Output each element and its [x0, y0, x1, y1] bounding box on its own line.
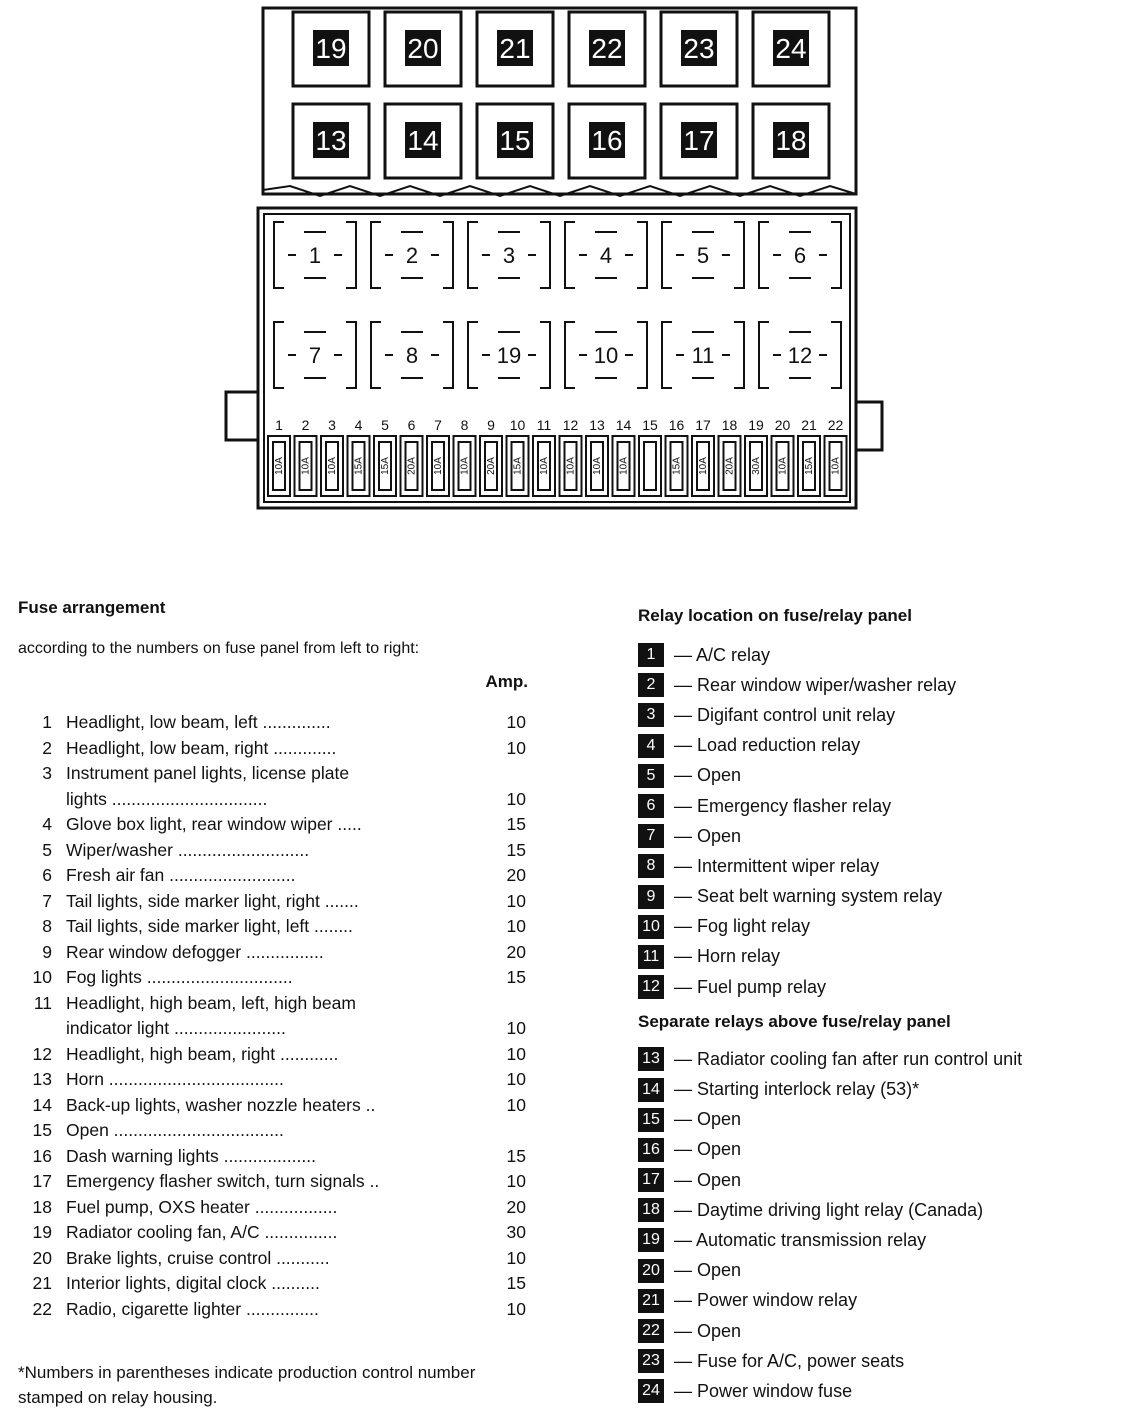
fuse-list-row [18, 1220, 538, 1246]
fuse-rating: 10A [300, 457, 312, 475]
fuse-list-amperage: 20 [506, 865, 526, 885]
fuse-list-number: 12 [32, 1043, 52, 1064]
fuse-number-2: 2 [301, 417, 310, 433]
fuse-rating: 10A [327, 457, 338, 475]
fuse-list-row [18, 761, 538, 812]
fuse-number-11: 11 [536, 417, 552, 433]
relay-slot-label: 17 [683, 125, 715, 156]
relay-list-item [638, 1044, 1118, 1074]
relay-description: — Open [674, 1320, 742, 1341]
fuse-list-amperage: 15 [506, 839, 526, 860]
fuse-list-number: 10 [32, 967, 52, 987]
relay-number-badge: 5 [638, 764, 664, 788]
fuse-list-description: Radio, cigarette lighter ............... [66, 1298, 319, 1319]
fuse-list-row [18, 1118, 538, 1144]
fuse-list-row [18, 1195, 538, 1221]
relay-description: — Power window fuse [674, 1380, 853, 1401]
fuse-number-5: 5 [381, 417, 389, 433]
relay-list-item [638, 1195, 1118, 1225]
fuse-list-description: Horn .................................... [66, 1069, 284, 1089]
relay-list-item [638, 640, 1118, 670]
fuse-rating: 15A [353, 457, 365, 475]
relay-socket-3: 3 [502, 243, 516, 268]
relay-number-badge: 17 [638, 1168, 664, 1192]
relay-description: — Seat belt warning system relay [674, 886, 943, 907]
fuse-list-number: 20 [32, 1247, 52, 1268]
relay-socket-7: 7 [308, 343, 322, 368]
fuse-number-9: 9 [487, 417, 495, 433]
fuse-rating: 15A [380, 457, 391, 475]
relay-list-item [638, 1225, 1118, 1255]
fuse-number-20: 20 [774, 417, 791, 433]
relay-description: — A/C relay [674, 644, 771, 665]
fuse-row [268, 417, 847, 496]
relay-number-badge: 24 [638, 1379, 664, 1403]
relay-list-item [638, 1105, 1118, 1135]
relay-list-item [638, 791, 1118, 821]
fuse-list-row [18, 1169, 538, 1195]
fuse-list-amperage: 10 [506, 1069, 526, 1089]
fuse-list-number: 8 [42, 916, 52, 936]
relay-list-item [638, 912, 1118, 942]
fuse-rating: 30A [751, 457, 762, 475]
relay-list-item [638, 761, 1118, 791]
relay-description: — Fog light relay [674, 916, 811, 937]
fuse-list-description: Tail lights, side marker light, right ....... [66, 890, 359, 911]
fuse-list-number: 17 [32, 1171, 52, 1191]
fuse-list-amperage: 10 [506, 1298, 526, 1319]
relay-list-item [638, 1165, 1118, 1195]
relay-slot-label: 16 [591, 125, 623, 156]
fuse-number-18: 18 [721, 417, 738, 433]
fuse-list-number: 7 [42, 890, 52, 911]
fuse-list-number: 19 [32, 1222, 52, 1242]
relay-list-item [638, 942, 1118, 972]
fuse-rating: 10A [777, 457, 789, 475]
fuse-list-number: 5 [42, 839, 52, 860]
fuse-rating: 10A [459, 457, 471, 475]
fuse-15 [639, 436, 661, 496]
fuse-rating: 15A [671, 457, 683, 475]
fuse-arrangement-subtitle: according to the numbers on fuse panel from left to right: [18, 640, 420, 657]
relay-socket-19: 19 [496, 343, 522, 368]
fuse-list-row [18, 991, 538, 1042]
relay-socket-4: 4 [599, 243, 613, 268]
relay-description: — Open [674, 1139, 742, 1160]
fuse-list-description: Emergency flasher switch, turn signals .. [66, 1171, 380, 1191]
relay-description: — Radiator cooling fan after run control unit [674, 1048, 1023, 1069]
relay-slot-label: 15 [499, 125, 531, 156]
fuse-list [18, 710, 538, 1322]
relay-description: — Starting interlock relay (53)* [674, 1079, 920, 1100]
mount-tab-right [856, 402, 882, 450]
relay-socket-5: 5 [696, 243, 710, 268]
relay-location-list [638, 640, 1118, 1002]
fuse-list-description: Radiator cooling fan, A/C ............... [66, 1222, 338, 1242]
fuse-list-number: 16 [32, 1145, 52, 1166]
relay-slot-label: 22 [591, 33, 623, 64]
fuse-number-10: 10 [509, 417, 526, 433]
fuse-list-row [18, 914, 538, 940]
small-relay-sockets [274, 222, 841, 388]
fuse-list-row [18, 710, 538, 736]
fuse-list-description: Fuel pump, OXS heater ................. [66, 1196, 338, 1217]
relay-slot-label: 20 [407, 33, 439, 64]
relay-description: — Automatic transmission relay [674, 1229, 927, 1250]
relay-slot-label: 23 [683, 33, 715, 64]
mount-tab-left [226, 392, 258, 440]
fuse-number-14: 14 [615, 417, 632, 433]
fuse-list-number: 15 [32, 1120, 52, 1140]
relay-housing-upper [263, 8, 856, 194]
separate-relays-title: Separate relays above fuse/relay panel [638, 1012, 951, 1032]
fuse-list-row [18, 838, 538, 864]
relay-number-badge: 16 [638, 1138, 664, 1162]
relay-socket-12: 12 [787, 343, 813, 368]
fuse-list-number: 4 [42, 814, 52, 834]
fuse-number-3: 3 [328, 417, 336, 433]
relay-description: — Open [674, 1109, 742, 1130]
fuse-list-description: Headlight, high beam, left, high beam indicator light ....................... [66, 992, 356, 1038]
relay-description: — Horn relay [674, 946, 781, 967]
relay-number-badge: 14 [638, 1078, 664, 1102]
fuse-list-amperage: 15 [506, 1273, 526, 1293]
relay-description: — Open [674, 825, 742, 846]
relay-location-title: Relay location on fuse/relay panel [638, 606, 912, 625]
relay-socket-1: 1 [308, 243, 322, 268]
relay-slot-label: 14 [407, 125, 439, 156]
fuse-list-row [18, 1271, 538, 1297]
fuse-list-amperage: 10 [506, 1094, 526, 1115]
relay-number-badge: 2 [638, 673, 664, 697]
relay-number-badge: 1 [638, 643, 664, 667]
fuse-list-row [18, 1144, 538, 1170]
fuse-arrangement-title: Fuse arrangement [18, 598, 166, 617]
fuse-list-row [18, 1093, 538, 1119]
relay-list-item [638, 882, 1118, 912]
fuse-number-17: 17 [695, 417, 711, 433]
relay-list-item [638, 1346, 1118, 1376]
fuse-list-amperage: 10 [506, 890, 526, 911]
fuse-rating: 10A [618, 457, 630, 475]
fuse-number-21: 21 [801, 417, 817, 433]
relay-socket-10: 10 [593, 343, 619, 368]
relay-list-item [638, 1256, 1118, 1286]
relay-number-badge: 8 [638, 854, 664, 878]
relay-location-section [638, 606, 1118, 1407]
relay-number-badge: 7 [638, 824, 664, 848]
fuse-number-19: 19 [748, 417, 764, 433]
relay-socket-11: 11 [691, 343, 715, 368]
fuse-list-amperage: 15 [506, 814, 526, 834]
fuse-list-description: Fresh air fan .......................... [66, 865, 296, 885]
fuse-list-amperage: 10 [506, 1018, 526, 1038]
relay-number-badge: 23 [638, 1349, 664, 1373]
relay-description: — Fuel pump relay [674, 976, 827, 997]
relay-number-badge: 11 [638, 945, 664, 969]
relay-number-badge: 18 [638, 1198, 664, 1222]
fuse-list-number: 13 [32, 1069, 52, 1089]
fuse-list-amperage: 15 [506, 1145, 526, 1166]
fuse-rating: 10A [698, 457, 709, 475]
relay-socket-2: 2 [405, 243, 419, 268]
fuse-list-description: Rear window defogger ................ [66, 941, 324, 962]
fuse-rating: 10A [433, 457, 444, 475]
relay-list-item [638, 731, 1118, 761]
relay-number-badge: 9 [638, 885, 664, 909]
fuse-number-22: 22 [827, 417, 844, 433]
fuse-list-description: Tail lights, side marker light, left ........ [66, 916, 353, 936]
fuse-rating: 15A [804, 457, 815, 475]
relay-description: — Load reduction relay [674, 735, 861, 756]
fuse-number-13: 13 [589, 417, 605, 433]
relay-description: — Intermittent wiper relay [674, 855, 880, 876]
relay-description: — Open [674, 1169, 742, 1190]
footnote: *Numbers in parentheses indicate production control number stamped on relay housing. [18, 1363, 476, 1407]
fuse-number-1: 1 [275, 417, 283, 433]
fuse-list-amperage: 10 [506, 1043, 526, 1064]
fuse-list-row [18, 1042, 538, 1068]
fuse-list-number: 2 [42, 737, 52, 758]
relay-description: — Open [674, 765, 742, 786]
fuse-list-row [18, 1067, 538, 1093]
fuse-list-row [18, 889, 538, 915]
fuse-list-description: Open ................................... [66, 1120, 284, 1140]
fuse-list-number: 9 [42, 941, 52, 962]
fuse-relay-panel-diagram [0, 0, 1136, 560]
fuse-number-8: 8 [460, 417, 469, 433]
relay-list-item [638, 700, 1118, 730]
relay-number-badge: 6 [638, 794, 664, 818]
fuse-list-number: 6 [42, 865, 52, 885]
fuse-list-row [18, 940, 538, 966]
fuse-rating: 10A [539, 457, 550, 475]
fuse-list-description: Instrument panel lights, license plate lights ................................ [66, 763, 350, 809]
fuse-list-row [18, 812, 538, 838]
fuse-list-amperage: 10 [506, 1171, 526, 1191]
relay-description: — Power window relay [674, 1290, 858, 1311]
fuse-rating: 20A [486, 457, 497, 475]
fuse-list-row [18, 1297, 538, 1323]
fuse-list-number: 18 [32, 1196, 52, 1217]
fuse-list-amperage: 10 [506, 737, 526, 758]
fuse-arrangement-section [18, 598, 538, 1322]
relay-description: — Rear window wiper/washer relay [674, 674, 957, 695]
fuse-list-amperage: 20 [506, 1196, 526, 1217]
fuse-list-row [18, 736, 538, 762]
relay-number-badge: 10 [638, 915, 664, 939]
relay-slot-label: 18 [775, 125, 807, 156]
relay-list-item [638, 972, 1118, 1002]
fuse-list-description: Wiper/washer ........................... [66, 839, 310, 860]
fuse-list-number: 22 [32, 1298, 52, 1319]
relay-number-badge: 20 [638, 1259, 664, 1283]
fuse-list-description: Glove box light, rear window wiper ..... [66, 814, 362, 834]
fuse-list-amperage: 10 [506, 788, 526, 809]
relay-list-item [638, 821, 1118, 851]
fuse-list-row [18, 863, 538, 889]
relay-number-badge: 21 [638, 1289, 664, 1313]
fuse-list-amperage: 15 [506, 967, 526, 987]
fuse-list-number: 11 [33, 992, 52, 1013]
relay-slot-label: 24 [775, 33, 807, 64]
fuse-list-amperage: 10 [506, 712, 526, 732]
fuse-list-amperage: 10 [506, 916, 526, 936]
relay-slot-label: 19 [315, 33, 347, 64]
relay-number-badge: 19 [638, 1228, 664, 1252]
large-relay-row-top [293, 12, 829, 86]
relay-number-badge: 13 [638, 1047, 664, 1071]
fuse-list-description: Headlight, low beam, right ............. [66, 737, 337, 758]
large-relay-row-middle [293, 104, 829, 178]
relay-number-badge: 4 [638, 734, 664, 758]
fuse-rating: 15A [512, 457, 524, 475]
fuse-list-number: 14 [32, 1094, 52, 1115]
fuse-list-description: Back-up lights, washer nozzle heaters .. [66, 1094, 376, 1115]
relay-list-item [638, 1376, 1118, 1406]
fuse-rating: 20A [724, 457, 736, 475]
relay-number-badge: 15 [638, 1108, 664, 1132]
fuse-list-amperage: 30 [506, 1222, 526, 1242]
relay-description: — Emergency flasher relay [674, 795, 892, 816]
fuse-number-15: 15 [642, 417, 658, 433]
relay-number-badge: 3 [638, 703, 664, 727]
fuse-list-description: Fog lights .............................. [66, 967, 293, 987]
fuse-number-6: 6 [407, 417, 416, 433]
fuse-number-16: 16 [668, 417, 685, 433]
amp-column-header: Amp. [485, 672, 528, 691]
fuse-list-number: 3 [42, 763, 52, 783]
relay-socket-8: 8 [405, 343, 419, 368]
fuse-list-description: Interior lights, digital clock .......... [66, 1273, 320, 1293]
relay-list-item [638, 1286, 1118, 1316]
relay-description: — Daytime driving light relay (Canada) [674, 1199, 984, 1220]
fuse-list-row [18, 965, 538, 991]
fuse-list-row [18, 1246, 538, 1272]
fuse-rating: 10A [830, 457, 842, 475]
fuse-list-description: Headlight, low beam, left .............. [66, 712, 331, 732]
relay-description: — Open [674, 1260, 742, 1281]
relay-number-badge: 12 [638, 975, 664, 999]
relay-description: — Digifant control unit relay [674, 704, 896, 725]
fuse-rating: 10A [274, 457, 285, 475]
relay-list-item [638, 851, 1118, 881]
relay-list-item [638, 1135, 1118, 1165]
fuse-rating: 10A [592, 457, 603, 475]
relay-list-item [638, 1074, 1118, 1104]
fuse-rating: 20A [406, 457, 418, 475]
fuse-list-number: 21 [32, 1273, 52, 1293]
separate-relays-list [638, 1044, 1118, 1406]
fuse-list-description: Brake lights, cruise control ........... [66, 1247, 330, 1268]
relay-number-badge: 22 [638, 1319, 664, 1343]
relay-list-item [638, 670, 1118, 700]
fuse-rating: 10A [565, 457, 577, 475]
fuse-list-description: Dash warning lights ................... [66, 1145, 316, 1166]
relay-socket-6: 6 [793, 243, 807, 268]
fuse-list-description: Headlight, high beam, right ............ [66, 1043, 339, 1064]
relay-description: — Fuse for A/C, power seats [674, 1350, 905, 1371]
relay-slot-label: 13 [315, 125, 347, 156]
relay-slot-label: 21 [499, 33, 531, 64]
fuse-number-4: 4 [354, 417, 363, 433]
fuse-list-amperage: 20 [506, 941, 526, 962]
relay-list-item [638, 1316, 1118, 1346]
fuse-number-12: 12 [562, 417, 579, 433]
fuse-list-number: 1 [42, 712, 52, 732]
fuse-list-amperage: 10 [506, 1247, 526, 1268]
fuse-number-7: 7 [434, 417, 442, 433]
